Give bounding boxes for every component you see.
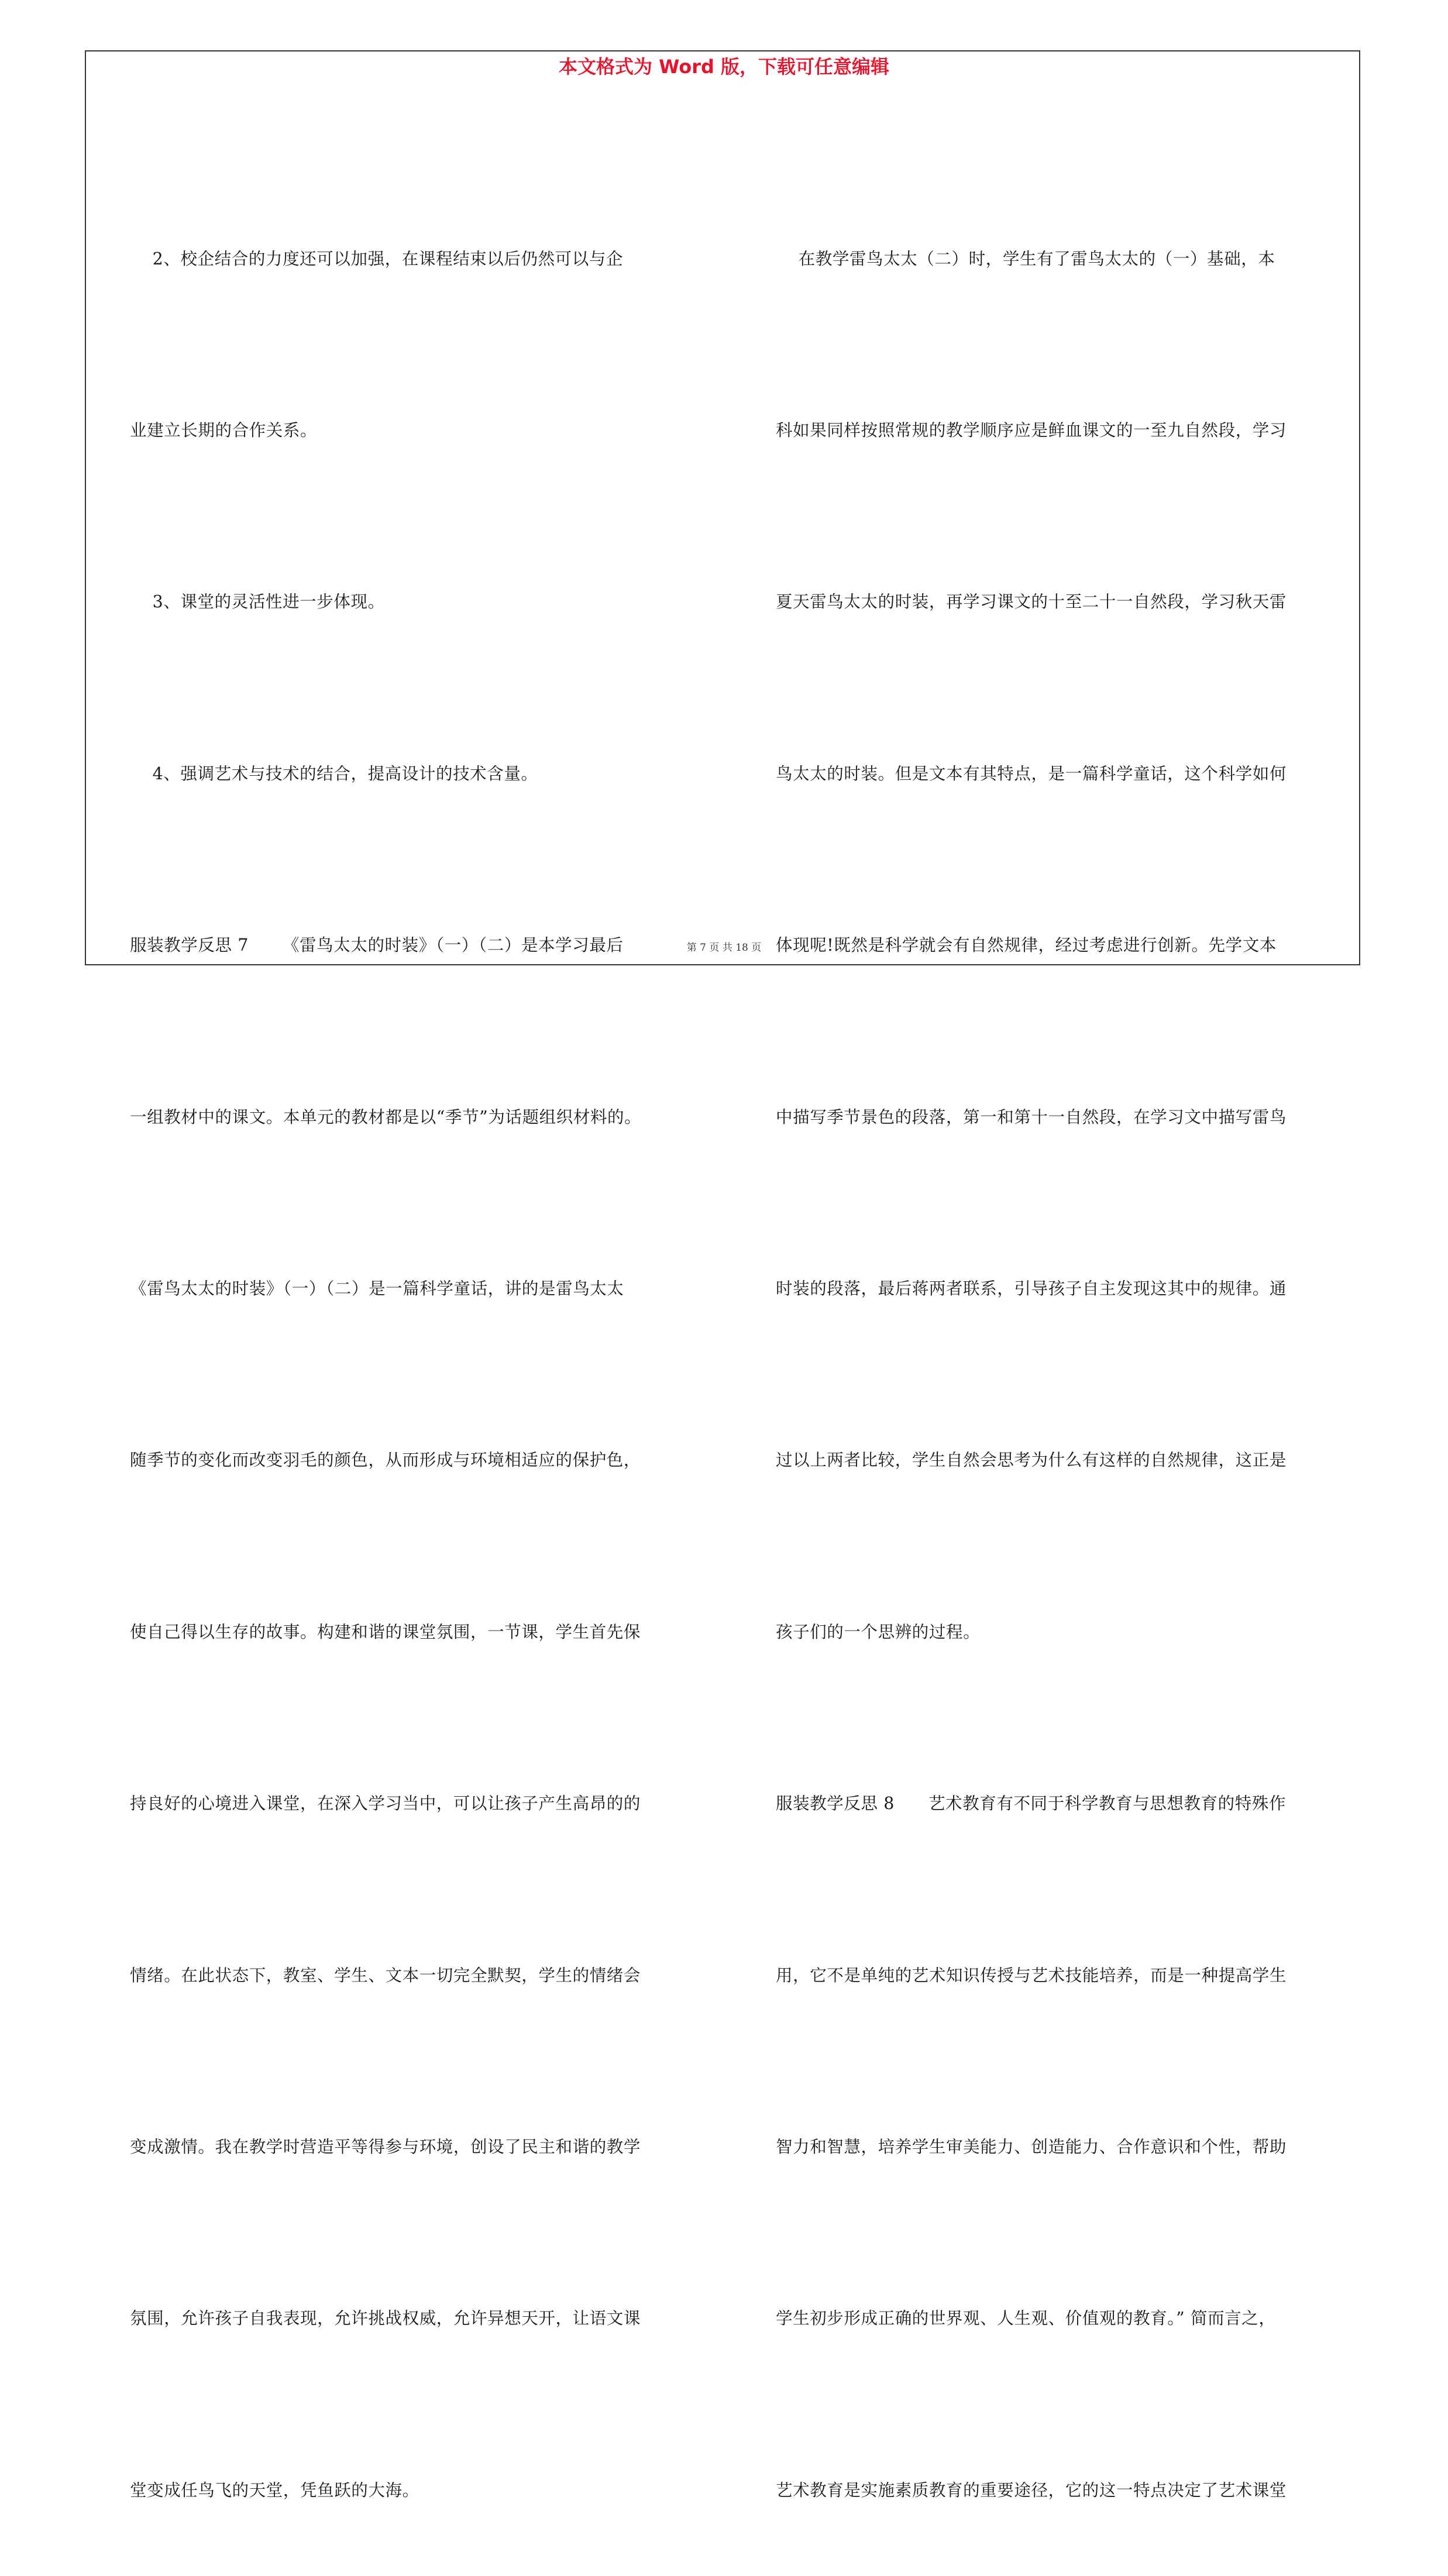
- text-line: 氛围，允许孩子自我表现，允许挑战权威，允许异想天开，让语文课: [130, 2309, 641, 2329]
- text-line: 夏天雷鸟太太的时装，再学习课文的十至二十一自然段，学习秋天雷: [776, 592, 1287, 612]
- text-line: 一组教材中的课文。本单元的教材都是以“季节”为话题组织材料的。: [130, 1107, 642, 1127]
- page-number-footer: 第 7 页 共 18 页: [686, 942, 762, 954]
- text-line: 过以上两者比较，学生自然会思考为什么有这样的自然规律，这正是: [776, 1450, 1287, 1470]
- text-line: 中描写季节景色的段落，第一和第十一自然段，在学习文中描写雷鸟: [776, 1107, 1287, 1127]
- text-line: 服装教学反思 8 艺术教育有不同于科学教育与思想教育的特殊作: [776, 1794, 1287, 1814]
- text-line: 科如果同样按照常规的教学顺序应是鲜血课文的一至九自然段，学习: [776, 420, 1287, 440]
- text-line: 孩子们的一个思辨的过程。: [776, 1622, 981, 1642]
- text-line: 持良好的心境进入课堂，在深入学习当中，可以让孩子产生高昂的的: [130, 1794, 641, 1814]
- text-line: 堂变成任鸟飞的天堂，凭鱼跃的大海。: [130, 2480, 419, 2500]
- text-line: 服装教学反思 7 《雷鸟太太的时装》（一）（二）是本学习最后: [130, 936, 624, 955]
- text-line: 3、课堂的灵活性进一步体现。: [130, 592, 385, 612]
- text-line: 在教学雷鸟太太（二）时，学生有了雷鸟太太的（一）基础，本: [776, 249, 1275, 269]
- text-line: 2、校企结合的力度还可以加强，在课程结束以后仍然可以与企: [130, 249, 624, 269]
- text-line: 用，它不是单纯的艺术知识传授与艺术技能培养，而是一种提高学生: [776, 1965, 1287, 1985]
- text-line: 时装的段落，最后蒋两者联系，引导孩子自主发现这其中的规律。通: [776, 1278, 1287, 1298]
- text-line: 智力和智慧，培养学生审美能力、创造能力、合作意识和个性，帮助: [776, 2137, 1287, 2157]
- text-line: 4、强调艺术与技术的结合，提高设计的技术含量。: [130, 763, 538, 783]
- text-line: 业建立长期的合作关系。: [130, 420, 318, 440]
- text-line: 体现呢!既然是科学就会有自然规律，经过考虑进行创新。先学文本: [776, 936, 1277, 955]
- left-text-column: [130, 116, 721, 2576]
- right-text-column: [776, 116, 1367, 2576]
- format-notice-banner: 本文格式为 Word 版，下载可任意编辑: [558, 56, 890, 78]
- text-line: 情绪。在此状态下，教室、学生、文本一切完全默契，学生的情绪会: [130, 1965, 641, 1985]
- text-line: 艺术教育是实施素质教育的重要途径，它的这一特点决定了艺术课堂: [776, 2480, 1287, 2500]
- text-line: 随季节的变化而改变羽毛的颜色，从而形成与环境相适应的保护色，: [130, 1450, 641, 1470]
- text-line: 使自己得以生存的故事。构建和谐的课堂氛围，一节课，学生首先保: [130, 1622, 641, 1642]
- text-line: 学生初步形成正确的世界观、人生观、价值观的教育。” 简而言之，: [776, 2309, 1276, 2329]
- text-line: 鸟太太的时装。但是文本有其特点，是一篇科学童话，这个科学如何: [776, 763, 1287, 783]
- text-line: 变成激情。我在教学时营造平等得参与环境，创设了民主和谐的教学: [130, 2137, 641, 2157]
- text-line: 《雷鸟太太的时装》（一）（二）是一篇科学童话，讲的是雷鸟太太: [130, 1278, 624, 1298]
